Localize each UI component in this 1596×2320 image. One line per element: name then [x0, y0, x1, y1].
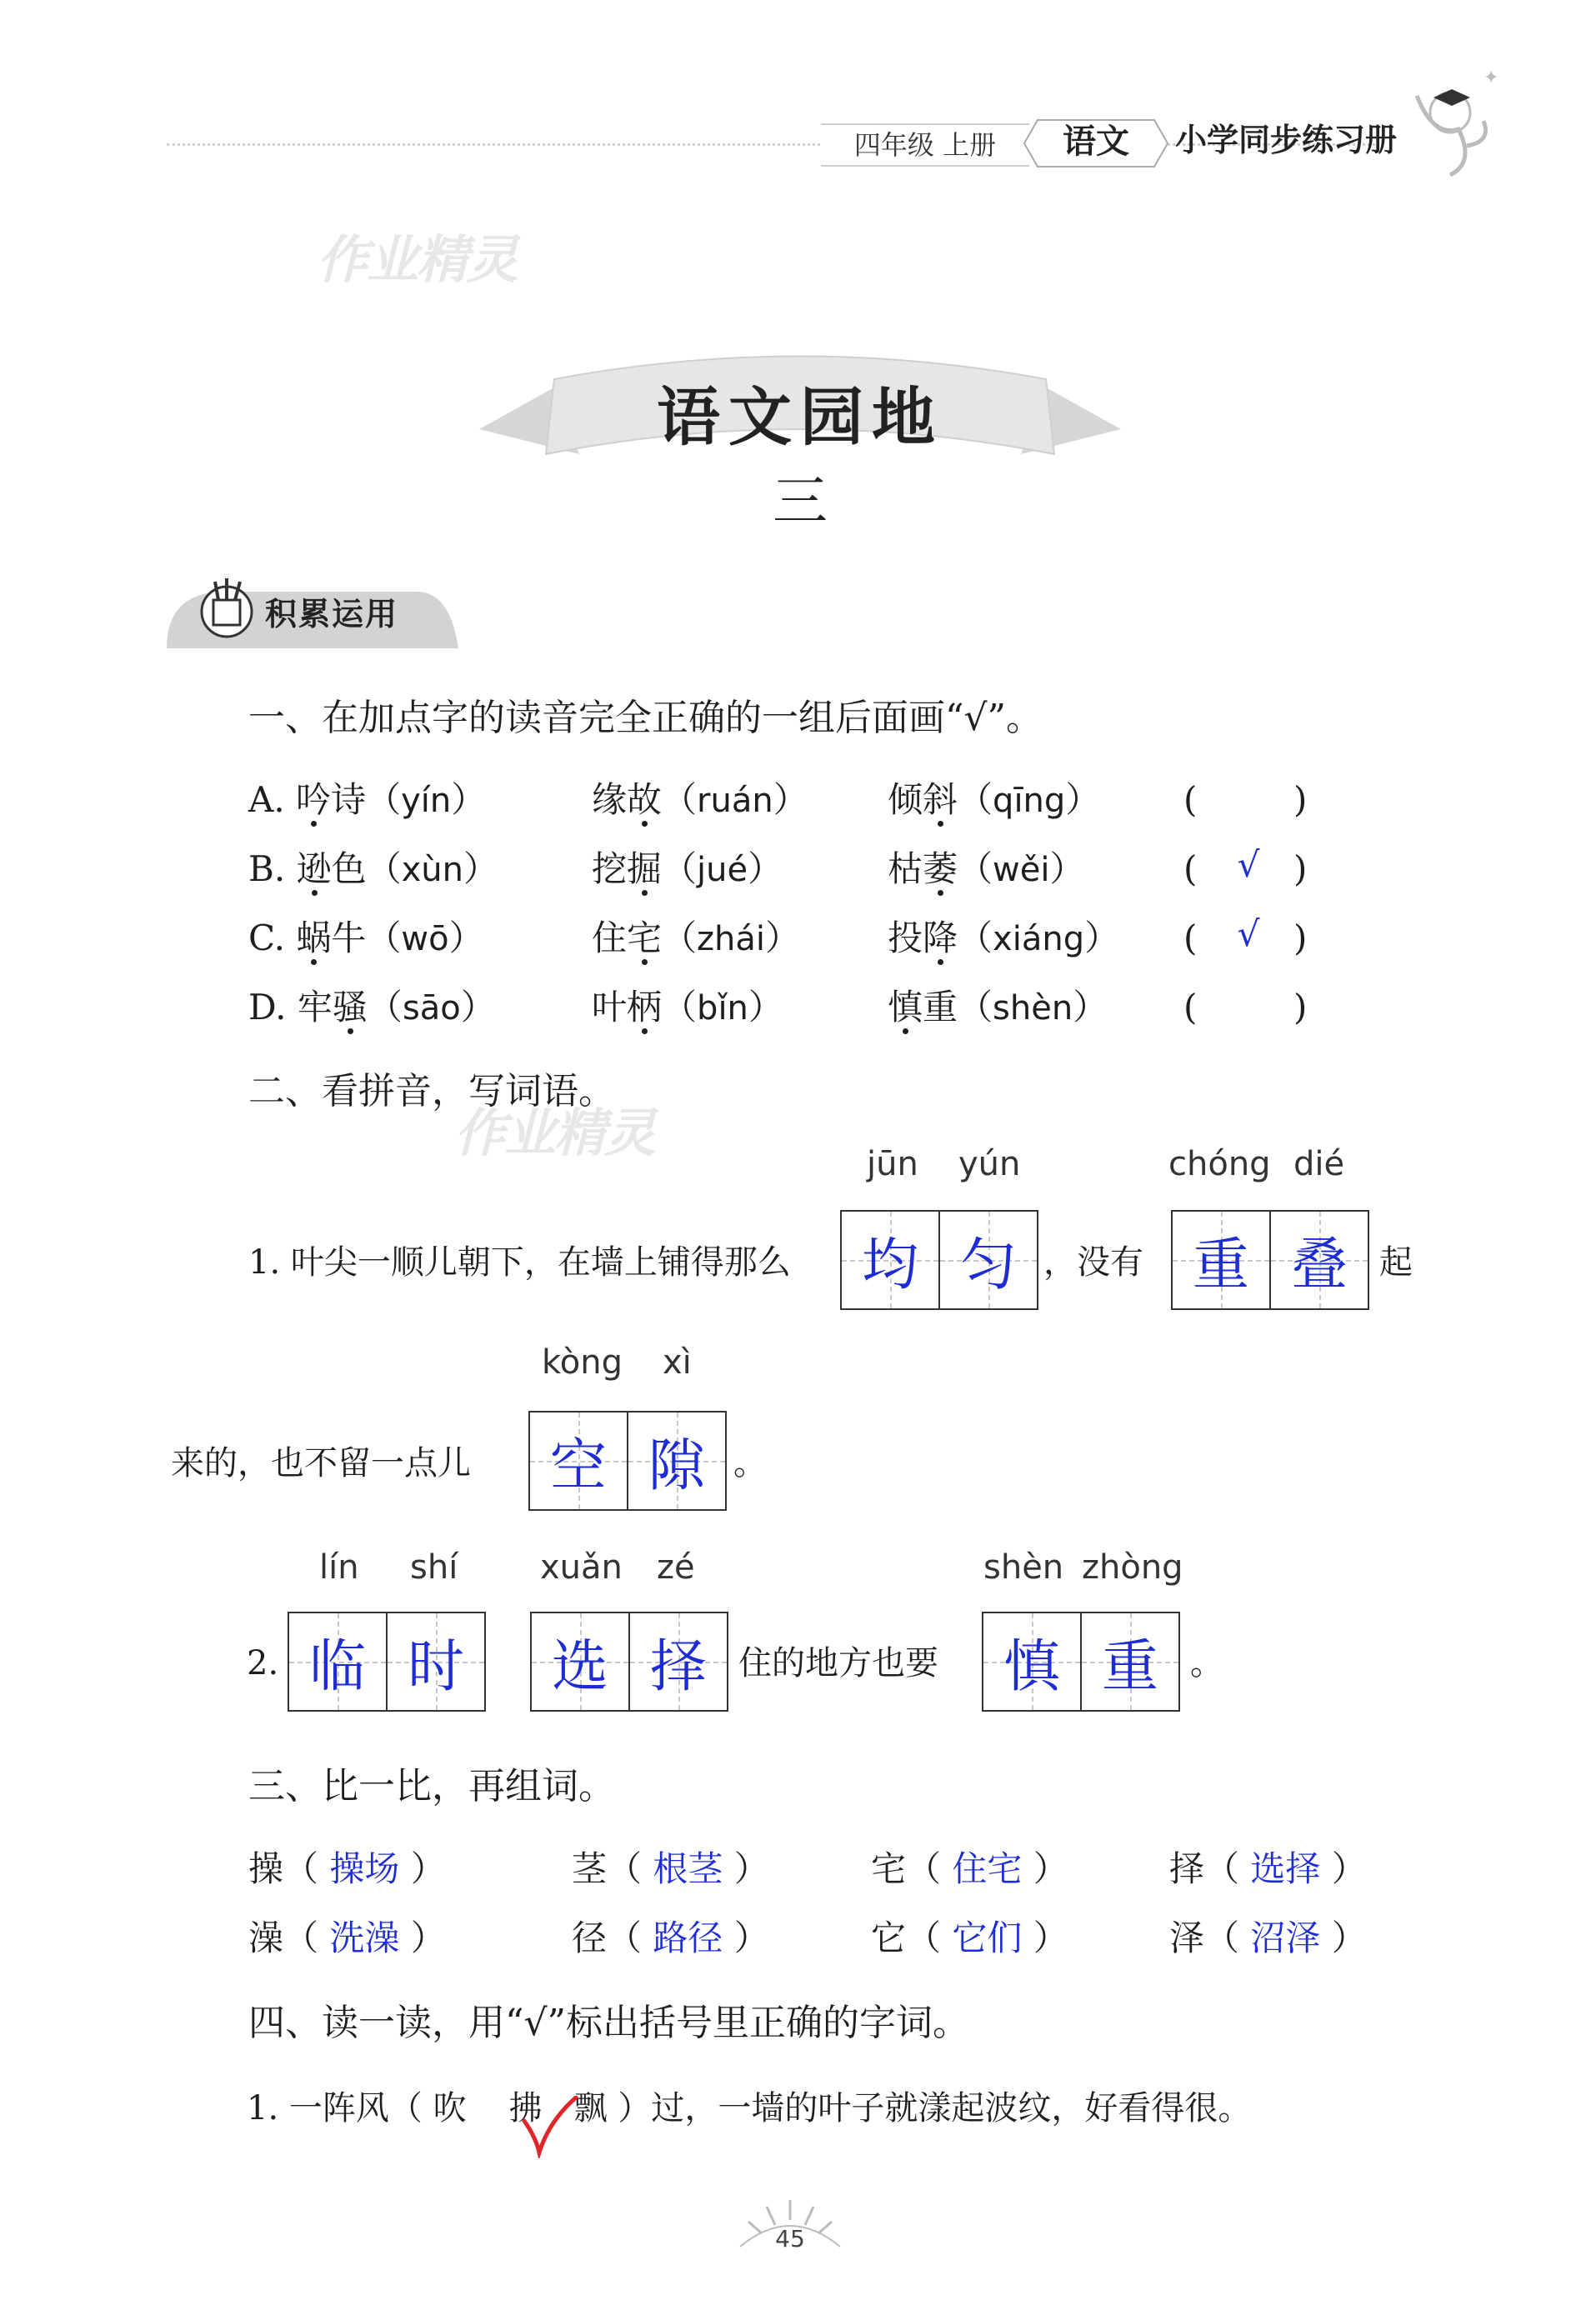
q2-title: 二、看拼音，写词语。: [248, 1070, 615, 1112]
answer-char: 临: [308, 1633, 366, 1700]
q1-option-d: D. 牢骚（sāo）: [248, 987, 496, 1028]
dotted-char: 故: [627, 779, 663, 820]
q1-option-d-3: 慎重（shèn）: [888, 987, 1108, 1028]
char: 重: [923, 987, 958, 1028]
answer-cell[interactable]: [289, 1613, 386, 1710]
answer-char: 择: [649, 1633, 707, 1700]
char: 挖: [592, 848, 628, 889]
answer-box[interactable]: [840, 1210, 1038, 1310]
pinyin: zhòng: [1082, 1548, 1183, 1587]
q1-option-c: C. 蜗牛（wō）: [248, 918, 484, 958]
answer-cell[interactable]: [530, 1412, 627, 1509]
answer-paren-left: (: [1183, 987, 1198, 1028]
q3-item: 择（ 选择 ）: [1169, 1848, 1367, 1889]
answer-cell[interactable]: [1173, 1212, 1269, 1308]
q2-s2-mid: 住的地方也要: [738, 1644, 938, 1682]
pencil-cup-icon: [193, 575, 260, 642]
answer-box[interactable]: [1171, 1210, 1369, 1310]
svg-text:✦: ✦: [1483, 68, 1499, 88]
answer-cell[interactable]: [628, 1613, 727, 1710]
char: 牛: [331, 918, 367, 958]
char: 诗: [331, 779, 367, 820]
dotted-char: 骚: [332, 987, 368, 1028]
char: 泽: [1169, 1918, 1205, 1958]
answer-cell[interactable]: [532, 1613, 628, 1710]
answer-char: 隙: [648, 1432, 705, 1499]
q2-s1-line2: 来的，也不留一点儿: [171, 1444, 471, 1482]
char: 叶: [592, 987, 628, 1028]
char: 缘: [592, 779, 628, 820]
q1-option-a-2: 缘故（ruán）: [592, 779, 808, 820]
pinyin: xiáng: [993, 920, 1085, 958]
char: 倾: [888, 779, 923, 820]
answer-cell[interactable]: [1269, 1212, 1368, 1308]
char: 它: [871, 1918, 907, 1958]
q2-s2-end: 。: [1190, 1644, 1223, 1682]
answer-cell[interactable]: [983, 1613, 1080, 1710]
answer-cell[interactable]: [627, 1412, 725, 1509]
dotted-char: 斜: [923, 779, 958, 820]
answer-char: 选: [551, 1633, 608, 1700]
answer-word[interactable]: 它们: [952, 1918, 1023, 1958]
q1-option-c-3: 投降（xiáng）: [888, 918, 1120, 958]
answer-char: 叠: [1290, 1232, 1348, 1298]
answer-mark-c[interactable]: √: [1237, 913, 1260, 954]
q2-s1-line2-end: 。: [733, 1444, 767, 1482]
pinyin: kòng: [542, 1343, 623, 1382]
q2-s1-mid: ，没有: [1043, 1243, 1143, 1282]
answer-box[interactable]: [982, 1612, 1180, 1712]
option-label: B.: [248, 848, 286, 889]
char: 径: [572, 1918, 608, 1958]
answer-paren-left: (: [1183, 918, 1198, 958]
answer-char: 时: [407, 1633, 464, 1700]
answer-word[interactable]: 沼泽: [1250, 1918, 1321, 1958]
dotted-char: 降: [923, 918, 958, 958]
answer-char: 匀: [959, 1232, 1017, 1298]
pinyin: dié: [1293, 1145, 1345, 1183]
answer-char: 慎: [1003, 1633, 1060, 1700]
pinyin: xùn: [401, 851, 463, 889]
answer-box[interactable]: [530, 1612, 728, 1712]
dotted-char: 柄: [627, 987, 663, 1028]
option-label: D.: [248, 987, 287, 1028]
q1-option-b-2: 挖掘（jué）: [592, 848, 783, 889]
pinyin: chóng: [1168, 1145, 1271, 1183]
q3-item: 径（ 路径 ）: [572, 1918, 769, 1958]
char: 择: [1169, 1848, 1205, 1889]
check-mark-icon: [521, 2096, 579, 2158]
dotted-char: 宅: [627, 918, 663, 958]
answer-paren-right: ): [1293, 987, 1308, 1028]
unit-number: 三: [773, 469, 828, 533]
q3-item: 操（ 操场 ）: [248, 1848, 446, 1889]
answer-word[interactable]: 根茎: [653, 1848, 723, 1889]
header-subject: 语文: [1063, 122, 1129, 161]
char: 操: [248, 1848, 284, 1889]
q2-s1-text: 1. 叶尖一顺儿朝下，在墙上铺得那么: [248, 1243, 791, 1282]
sentence-text: ）过，一墙的叶子就漾起波纹，好看得很。: [618, 2089, 1252, 2128]
q1-option-b-3: 枯萎（wěi）: [888, 848, 1085, 889]
answer-char: 重: [1192, 1232, 1249, 1298]
watermark: 作业精灵: [454, 1102, 655, 1163]
char: 牢: [297, 987, 333, 1028]
pinyin: shèn: [983, 1548, 1064, 1587]
pinyin: yín: [401, 782, 452, 820]
q1-option-c-2: 住宅（zhái）: [592, 918, 801, 958]
char: 宅: [871, 1848, 907, 1889]
pinyin: yún: [958, 1145, 1021, 1183]
pinyin: shèn: [993, 989, 1073, 1028]
answer-word[interactable]: 住宅: [952, 1848, 1023, 1889]
char: 枯: [888, 848, 923, 889]
option-label: C.: [248, 918, 285, 958]
answer-paren-right: ): [1293, 918, 1308, 958]
option-label: A.: [248, 779, 285, 820]
q1-title: 一、在加点字的读音完全正确的一组后面画“√”。: [248, 697, 1043, 739]
q3-item: 宅（ 住宅 ）: [871, 1848, 1068, 1889]
answer-cell[interactable]: [938, 1212, 1037, 1308]
answer-char: 均: [861, 1232, 918, 1298]
pinyin: lín: [319, 1548, 359, 1587]
answer-box[interactable]: [288, 1612, 486, 1712]
header-grade: 四年级 上册: [821, 123, 1029, 167]
dotted-char: 蜗: [296, 918, 332, 958]
answer-cell[interactable]: [842, 1212, 938, 1308]
answer-word[interactable]: 洗澡: [329, 1918, 400, 1958]
pinyin: jué: [697, 851, 748, 889]
pinyin: xì: [663, 1343, 692, 1382]
dotted-char: 掘: [627, 848, 663, 889]
dotted-char: 逊: [296, 848, 332, 889]
pinyin: zhái: [697, 920, 766, 958]
answer-paren-left: (: [1183, 779, 1198, 820]
pinyin: ruán: [697, 782, 773, 820]
char: 投: [888, 918, 923, 958]
answer-mark-b[interactable]: √: [1237, 844, 1260, 885]
q4-title: 四、读一读，用“√”标出括号里正确的字词。: [248, 2002, 970, 2044]
char: 茎: [572, 1848, 608, 1889]
answer-cell[interactable]: [1080, 1613, 1178, 1710]
q2-s1-end: 起: [1379, 1243, 1413, 1282]
q3-item: 它（ 它们 ）: [871, 1918, 1068, 1958]
dotted-char: 萎: [923, 848, 958, 889]
dotted-char: 吟: [296, 779, 332, 820]
q4-sentence-1: [247, 2083, 1251, 2133]
pinyin: bǐn: [697, 989, 748, 1028]
header-book-title: 小学同步练习册: [1175, 122, 1398, 158]
section-label: 积累运用: [265, 596, 399, 632]
q2-s2-label: 2.: [247, 1644, 279, 1682]
page-number: 45: [775, 2225, 805, 2252]
answer-char: 空: [549, 1432, 607, 1499]
pinyin: wō: [401, 920, 449, 958]
answer-paren-right: ): [1293, 848, 1308, 889]
char: 色: [331, 848, 367, 889]
pinyin: sāo: [402, 989, 461, 1028]
watermark: 作业精灵: [317, 229, 518, 290]
q3-item: 茎（ 根茎 ）: [572, 1848, 769, 1889]
q1-option-a: A. 吟诗（yín）: [248, 779, 487, 820]
q3-title: 三、比一比，再组词。: [248, 1765, 615, 1808]
char: 住: [592, 918, 628, 958]
sentence-text: 1. 一阵风（: [247, 2089, 423, 2128]
q1-option-a-3: 倾斜（qīng）: [888, 779, 1101, 820]
q1-option-b: B. 逊色（xùn）: [248, 848, 499, 889]
choice-word-selected[interactable]: 拂: [508, 2089, 543, 2128]
answer-box[interactable]: [528, 1411, 727, 1511]
answer-word[interactable]: 路径: [653, 1918, 723, 1958]
choice-word[interactable]: 飘: [573, 2089, 608, 2128]
choice-word[interactable]: 吹: [433, 2089, 467, 2128]
char: 澡: [248, 1918, 284, 1958]
unit-title: 语文园地: [657, 380, 943, 454]
pinyin: wěi: [993, 851, 1050, 889]
pinyin: xuǎn: [540, 1548, 623, 1587]
pinyin: zé: [657, 1548, 695, 1587]
q1-option-d-2: 叶柄（bǐn）: [592, 987, 783, 1028]
pinyin: qīng: [993, 782, 1066, 820]
answer-char: 重: [1101, 1633, 1158, 1700]
answer-paren-left: (: [1183, 848, 1198, 889]
graduate-mascot-icon: [1400, 62, 1508, 179]
answer-word[interactable]: 操场: [329, 1848, 400, 1889]
answer-word[interactable]: 选择: [1250, 1848, 1321, 1889]
pinyin: shí: [410, 1548, 458, 1587]
q3-item: 泽（ 沼泽 ）: [1169, 1918, 1367, 1958]
dotted-char: 慎: [888, 987, 923, 1028]
pinyin: jūn: [867, 1145, 918, 1183]
answer-cell[interactable]: [386, 1613, 484, 1710]
q3-item: 澡（ 洗澡 ）: [248, 1918, 446, 1958]
answer-paren-right: ): [1293, 779, 1308, 820]
